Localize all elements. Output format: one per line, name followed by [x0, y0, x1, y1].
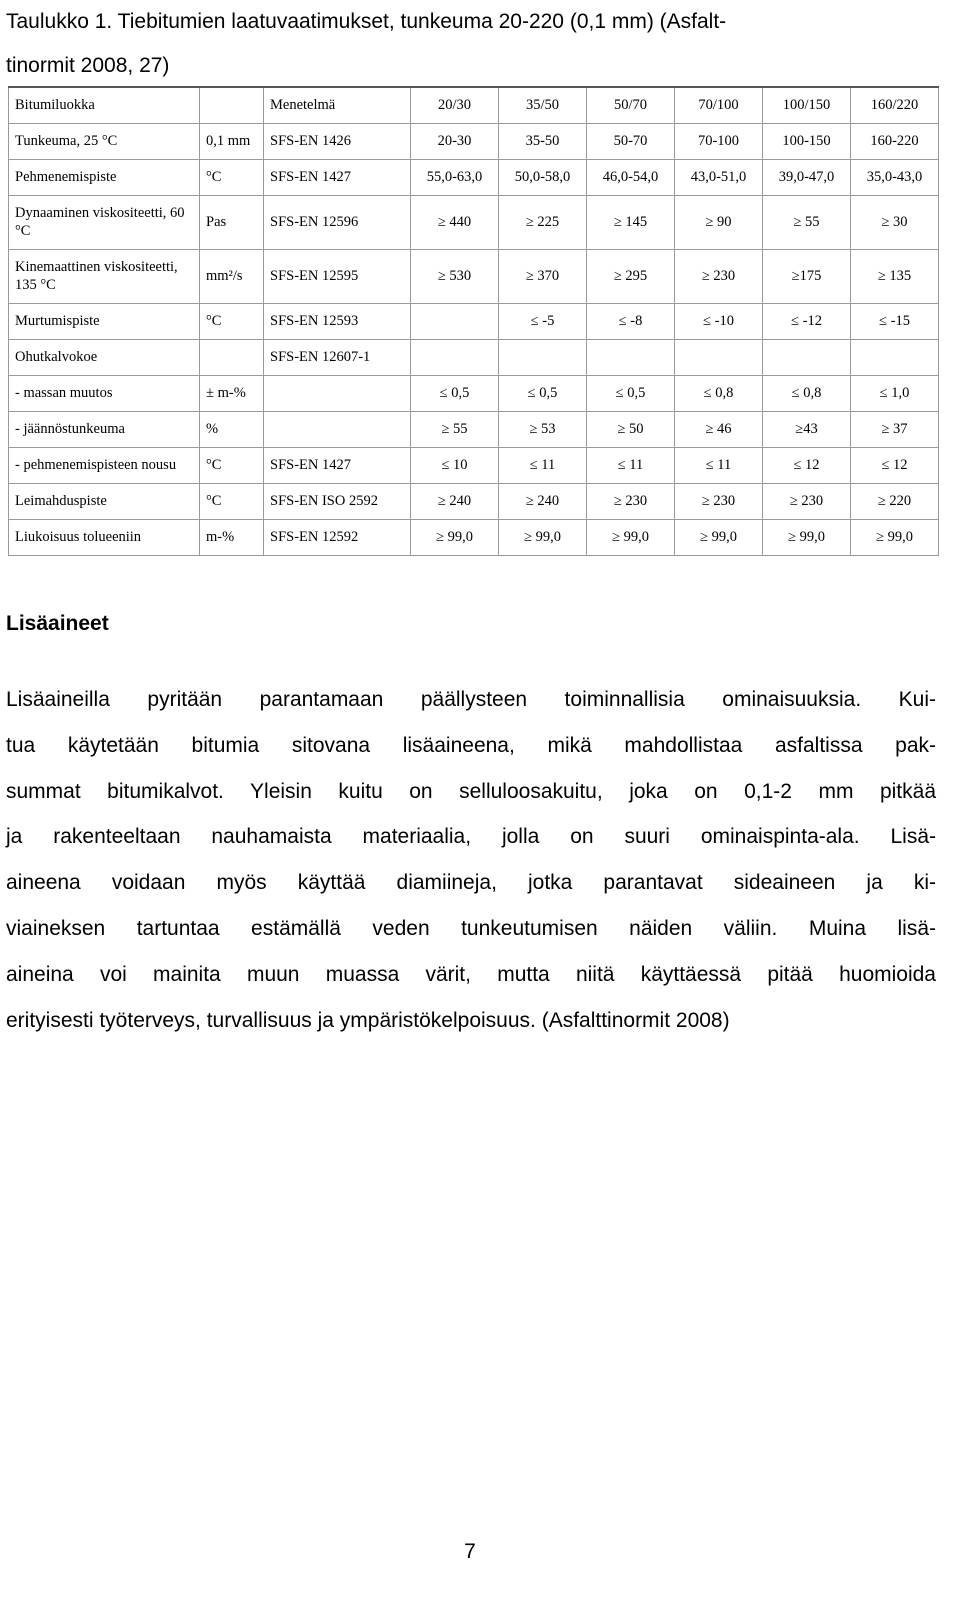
table-cell: ≥ 220 [851, 483, 939, 519]
table-cell: ≤ 0,8 [763, 375, 851, 411]
table-cell [499, 339, 587, 375]
table-cell: SFS-EN ISO 2592 [264, 483, 411, 519]
table-cell: 160-220 [851, 123, 939, 159]
table-cell: 0,1 mm [200, 123, 264, 159]
table-cell: 70-100 [675, 123, 763, 159]
table-cell: Murtumispiste [9, 303, 200, 339]
table-cell: Bitumiluokka [9, 87, 200, 123]
table-cell [264, 411, 411, 447]
table-cell: 100-150 [763, 123, 851, 159]
table-row [9, 375, 939, 411]
table-cell: ≥ 240 [499, 483, 587, 519]
table-cell: - massan muutos [9, 375, 200, 411]
table-cell: ≥ 30 [851, 195, 939, 249]
table-cell [411, 303, 499, 339]
table-cell: - pehmenemispisteen nousu [9, 447, 200, 483]
table-cell: ≥ 135 [851, 249, 939, 303]
table-cell: ≥ 99,0 [675, 519, 763, 555]
table-cell: ≥ 240 [411, 483, 499, 519]
table-cell: 160/220 [851, 87, 939, 123]
table-cell: ≥ 99,0 [411, 519, 499, 555]
table-cell: ≤ 11 [675, 447, 763, 483]
table-row [9, 339, 939, 375]
table-cell: SFS-EN 1426 [264, 123, 411, 159]
table-cell: ≤ -10 [675, 303, 763, 339]
table-cell [851, 339, 939, 375]
table-cell: ≤ 0,8 [675, 375, 763, 411]
table-cell: ≤ 12 [763, 447, 851, 483]
table-cell: SFS-EN 12595 [264, 249, 411, 303]
table-cell: 39,0-47,0 [763, 159, 851, 195]
table-cell: ≥ 230 [675, 483, 763, 519]
table-cell: 35,0-43,0 [851, 159, 939, 195]
table-cell: 50/70 [587, 87, 675, 123]
table-cell: SFS-EN 12592 [264, 519, 411, 555]
paragraph-line: aineina voi mainita muun muassa värit, mutta niitä käyttäessä pitää huomioida [6, 962, 936, 986]
table-cell: 35-50 [499, 123, 587, 159]
table-cell [200, 339, 264, 375]
table-cell: ≥ 230 [587, 483, 675, 519]
table-cell: ≤ 1,0 [851, 375, 939, 411]
table-cell: SFS-EN 12596 [264, 195, 411, 249]
table-cell: ≤ 0,5 [499, 375, 587, 411]
table-cell: ≥ 99,0 [763, 519, 851, 555]
table-cell: ≥ 530 [411, 249, 499, 303]
table-cell: ≥ 99,0 [851, 519, 939, 555]
table-cell: 43,0-51,0 [675, 159, 763, 195]
table-cell: ≤ -5 [499, 303, 587, 339]
table-row [9, 249, 939, 303]
table-row [9, 123, 939, 159]
table-cell: ≥175 [763, 249, 851, 303]
section-heading: Lisäaineet [6, 612, 109, 635]
table-cell: ≥ 230 [675, 249, 763, 303]
table-cell: Ohutkalvokoe [9, 339, 200, 375]
table-cell: °C [200, 303, 264, 339]
table-cell: ≥ 370 [499, 249, 587, 303]
table-cell: Leimahduspiste [9, 483, 200, 519]
table-cell: Dynaaminen viskositeetti, 60 °C [9, 195, 200, 249]
table-cell: % [200, 411, 264, 447]
table-cell [411, 339, 499, 375]
table-caption [6, 0, 941, 88]
body-paragraph [6, 677, 936, 1043]
table-cell: ≥ 440 [411, 195, 499, 249]
table-cell: ≤ 11 [587, 447, 675, 483]
table-cell [200, 87, 264, 123]
table-cell [675, 339, 763, 375]
table-cell: 46,0-54,0 [587, 159, 675, 195]
table-cell: 100/150 [763, 87, 851, 123]
table-cell: °C [200, 483, 264, 519]
table-cell: ≥ 46 [675, 411, 763, 447]
table-cell: 50-70 [587, 123, 675, 159]
paragraph-line: tua käytetään bitumia sitovana lisäaineena, mikä mahdollistaa asfaltissa pak- [6, 733, 936, 757]
table-cell: ± m-% [200, 375, 264, 411]
table-row [9, 159, 939, 195]
table-row [9, 483, 939, 519]
table-cell: SFS-EN 12593 [264, 303, 411, 339]
table-cell: Pehmenemispiste [9, 159, 200, 195]
table-cell: ≥ 295 [587, 249, 675, 303]
table-cell: 70/100 [675, 87, 763, 123]
paragraph-line: aineena voidaan myös käyttää diamiineja, jotka parantavat sideaineen ja ki- [6, 871, 936, 895]
table-cell: ≥43 [763, 411, 851, 447]
table-cell: Pas [200, 195, 264, 249]
table-cell [264, 375, 411, 411]
table-cell: °C [200, 159, 264, 195]
table-cell: °C [200, 447, 264, 483]
table-cell: ≤ 0,5 [411, 375, 499, 411]
table-cell: ≥ 99,0 [499, 519, 587, 555]
table-cell: m-% [200, 519, 264, 555]
table-cell: SFS-EN 12607-1 [264, 339, 411, 375]
table-row [9, 519, 939, 555]
paragraph-line: ja rakenteeltaan nauhamaista materiaalia, jolla on suuri ominaispinta-ala. Lisä- [6, 825, 936, 849]
table-cell: SFS-EN 1427 [264, 159, 411, 195]
table-cell: Liukoisuus tolueeniin [9, 519, 200, 555]
table-cell: 50,0-58,0 [499, 159, 587, 195]
table-cell: ≥ 99,0 [587, 519, 675, 555]
paragraph-line: Lisäaineilla pyritään parantamaan päällysteen toiminnallisia ominaisuuksia. Kui- [6, 688, 936, 711]
table-cell [763, 339, 851, 375]
paragraph-line: viaineksen tartuntaa estämällä veden tunkeutumisen näiden väliin. Muina lisä- [6, 916, 936, 940]
caption-line: Taulukko 1. Tiebitumien laatuvaatimukset, tunkeuma 20-220 (0,1 mm) (Asfalt- [6, 10, 727, 33]
table-cell: ≤ -8 [587, 303, 675, 339]
table-cell: ≥ 145 [587, 195, 675, 249]
table-cell: ≥ 55 [763, 195, 851, 249]
table-row [9, 87, 939, 123]
caption-line: tinormit 2008, 27) [6, 54, 170, 77]
table-cell: 20-30 [411, 123, 499, 159]
bitumen-requirements-table [8, 86, 939, 556]
table-row [9, 303, 939, 339]
table-cell: ≥ 50 [587, 411, 675, 447]
table-row [9, 447, 939, 483]
table-cell: 20/30 [411, 87, 499, 123]
table-cell: ≥ 53 [499, 411, 587, 447]
table-cell [587, 339, 675, 375]
table-cell: SFS-EN 1427 [264, 447, 411, 483]
table-cell: Tunkeuma, 25 °C [9, 123, 200, 159]
table-cell: 35/50 [499, 87, 587, 123]
table-cell: mm²/s [200, 249, 264, 303]
table-cell: ≤ 0,5 [587, 375, 675, 411]
table-cell: - jäännöstunkeuma [9, 411, 200, 447]
table-cell: ≤ 12 [851, 447, 939, 483]
table-cell: ≥ 90 [675, 195, 763, 249]
table-cell: ≥ 55 [411, 411, 499, 447]
table-row [9, 411, 939, 447]
table-cell: ≥ 37 [851, 411, 939, 447]
table-cell: ≥ 225 [499, 195, 587, 249]
table-cell: ≤ -12 [763, 303, 851, 339]
table-cell: ≥ 230 [763, 483, 851, 519]
table-cell: ≤ -15 [851, 303, 939, 339]
page-number: 7 [464, 1540, 476, 1563]
table-row [9, 195, 939, 249]
paragraph-line: erityisesti työterveys, turvallisuus ja ympäristökelpoisuus. (Asfalttinormit 2008) [6, 1008, 730, 1032]
table-cell: ≤ 11 [499, 447, 587, 483]
paragraph-line: summat bitumikalvot. Yleisin kuitu on selluloosakuitu, joka on 0,1-2 mm pitkää [6, 779, 936, 803]
table-cell: ≤ 10 [411, 447, 499, 483]
table-cell: Kinemaattinen viskositeetti, 135 °C [9, 249, 200, 303]
table-cell: 55,0-63,0 [411, 159, 499, 195]
table-cell: Menetelmä [264, 87, 411, 123]
